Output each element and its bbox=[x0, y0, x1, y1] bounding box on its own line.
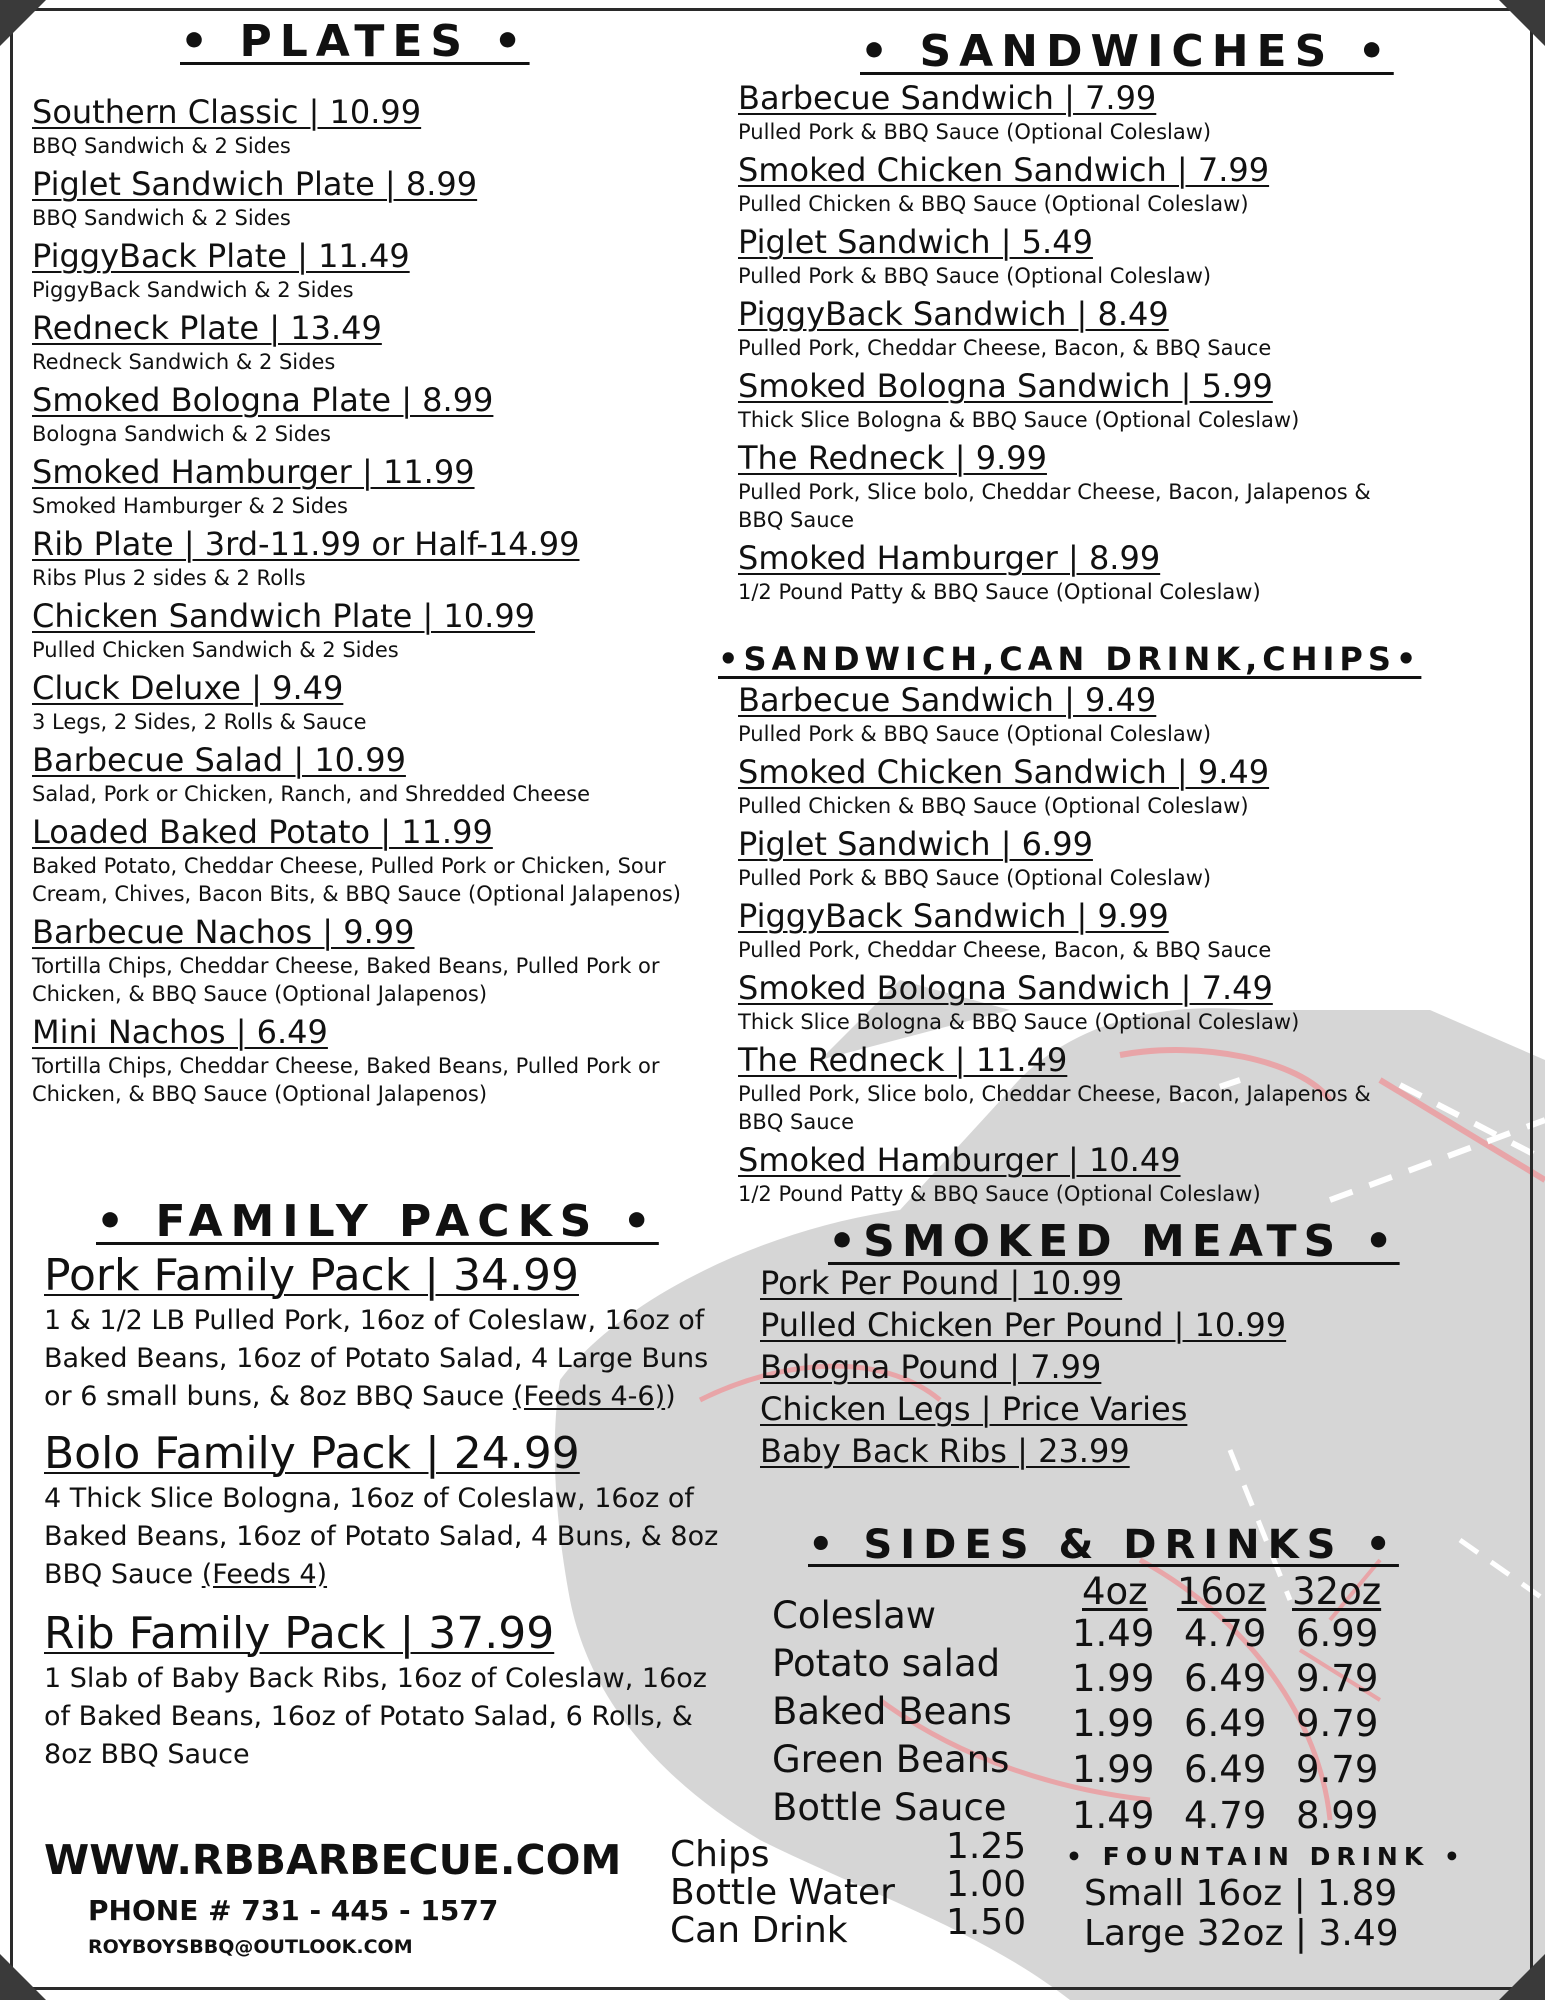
sandwich-title: The Redneck | 9.99 bbox=[738, 439, 1047, 477]
size-label: 16oz bbox=[1177, 1570, 1267, 1613]
sandwich-desc: Pulled Pork & BBQ Sauce (Optional Coleslaw) bbox=[738, 120, 1212, 144]
plate-desc: Tortilla Chips, Cheddar Cheese, Baked Beans, Pulled Pork or Chicken, & BBQ Sauce (Optional Jalapenos) bbox=[32, 1054, 660, 1106]
plate-item bbox=[32, 92, 732, 160]
family-feeds: (Feeds 4-6) bbox=[512, 1381, 666, 1412]
plate-item bbox=[32, 308, 732, 376]
plate-desc: Redneck Sandwich & 2 Sides bbox=[32, 350, 336, 374]
sandwich-title: Smoked Chicken Sandwich | 7.99 bbox=[738, 151, 1270, 189]
side-price: 6.49 bbox=[1184, 1657, 1267, 1700]
combo-title: The Redneck | 11.49 bbox=[738, 1041, 1068, 1079]
combo-desc: Pulled Pork & BBQ Sauce (Optional Coleslaw) bbox=[738, 866, 1212, 890]
plate-item bbox=[32, 452, 732, 520]
sandwich-item bbox=[738, 438, 1508, 534]
combo-desc: Pulled Pork & BBQ Sauce (Optional Coleslaw) bbox=[738, 722, 1212, 746]
sandwich-desc: Pulled Pork, Slice bolo, Cheddar Cheese, Bacon, Jalapenos & BBQ Sauce bbox=[738, 480, 1371, 532]
meat-item: Chicken Legs | Price Varies bbox=[760, 1390, 1188, 1428]
plate-item bbox=[32, 1012, 732, 1108]
side-price: 9.79 bbox=[1296, 1748, 1379, 1791]
corner-decoration bbox=[0, 1954, 46, 2000]
extra-name: Chips bbox=[670, 1834, 770, 1875]
sandwich-desc: Thick Slice Bologna & BBQ Sauce (Optional Coleslaw) bbox=[738, 408, 1300, 432]
family-item bbox=[44, 1250, 724, 1416]
plate-desc: BBQ Sandwich & 2 Sides bbox=[32, 206, 291, 230]
combo-item bbox=[738, 1140, 1508, 1208]
sandwich-title: Barbecue Sandwich | 7.99 bbox=[738, 79, 1157, 117]
corner-decoration bbox=[1499, 1954, 1545, 2000]
plates-list bbox=[32, 92, 732, 1112]
extra-name: Can Drink bbox=[670, 1910, 848, 1951]
side-name: Baked Beans bbox=[772, 1690, 1012, 1733]
plate-title: Loaded Baked Potato | 11.99 bbox=[32, 813, 493, 851]
side-name: Green Beans bbox=[772, 1738, 1010, 1781]
plate-desc: PiggyBack Sandwich & 2 Sides bbox=[32, 278, 354, 302]
plate-desc: Ribs Plus 2 sides & 2 Rolls bbox=[32, 566, 306, 590]
plate-item bbox=[32, 812, 732, 908]
side-price: 1.99 bbox=[1072, 1657, 1155, 1700]
combo-list bbox=[738, 680, 1508, 1212]
combo-item bbox=[738, 824, 1508, 892]
size-label: 4oz bbox=[1082, 1570, 1148, 1613]
plate-desc: Pulled Chicken Sandwich & 2 Sides bbox=[32, 638, 399, 662]
family-desc-text: 1 & 1/2 LB Pulled Pork, 16oz of Coleslaw, 16oz of Baked Beans, 16oz of Potato Salad, 4 Large Buns or 6 small buns, & 8oz BBQ Sauce bbox=[44, 1305, 709, 1412]
sandwich-item bbox=[738, 150, 1508, 218]
plate-title: Chicken Sandwich Plate | 10.99 bbox=[32, 597, 536, 635]
plates-heading: • PLATES • bbox=[180, 16, 530, 67]
side-price: 4.79 bbox=[1184, 1612, 1267, 1655]
plate-item bbox=[32, 668, 732, 736]
combo-title: Barbecue Sandwich | 9.49 bbox=[738, 681, 1157, 719]
corner-decoration bbox=[0, 0, 46, 46]
sandwiches-heading: • SANDWICHES • bbox=[860, 26, 1394, 77]
sandwich-desc: Pulled Chicken & BBQ Sauce (Optional Coleslaw) bbox=[738, 192, 1249, 216]
combo-title: PiggyBack Sandwich | 9.99 bbox=[738, 897, 1169, 935]
meats-heading: •SMOKED MEATS • bbox=[828, 1216, 1400, 1267]
family-desc bbox=[44, 1480, 724, 1594]
fountain-large: Large 32oz | 3.49 bbox=[1084, 1913, 1399, 1954]
combo-title: Piglet Sandwich | 6.99 bbox=[738, 825, 1093, 863]
plate-title: Southern Classic | 10.99 bbox=[32, 93, 422, 131]
plate-desc: Baked Potato, Cheddar Cheese, Pulled Pork or Chicken, Sour Cream, Chives, Bacon Bits, & BBQ Sauce (Optional Jalapenos) bbox=[32, 854, 681, 906]
fountain-heading: • FOUNTAIN DRINK • bbox=[1066, 1842, 1466, 1871]
side-price: 1.99 bbox=[1072, 1748, 1155, 1791]
extras-list bbox=[670, 1826, 1070, 1966]
plate-desc: Salad, Pork or Chicken, Ranch, and Shredded Cheese bbox=[32, 782, 591, 806]
plate-title: Barbecue Salad | 10.99 bbox=[32, 741, 406, 779]
side-name: Bottle Sauce bbox=[772, 1786, 1007, 1829]
extra-price: 1.00 bbox=[946, 1864, 1027, 1905]
sides-table bbox=[772, 1570, 1492, 1840]
plate-title: Barbecue Nachos | 9.99 bbox=[32, 913, 415, 951]
combo-desc: Pulled Chicken & BBQ Sauce (Optional Coleslaw) bbox=[738, 794, 1249, 818]
plate-title: Rib Plate | 3rd-11.99 or Half-14.99 bbox=[32, 525, 580, 563]
family-item bbox=[44, 1608, 724, 1774]
side-price: 4.79 bbox=[1184, 1794, 1267, 1837]
plate-title: Cluck Deluxe | 9.49 bbox=[32, 669, 344, 707]
combo-desc: Pulled Pork, Slice bolo, Cheddar Cheese, Bacon, Jalapenos & BBQ Sauce bbox=[738, 1082, 1371, 1134]
side-price: 9.79 bbox=[1296, 1702, 1379, 1745]
combo-item bbox=[738, 680, 1508, 748]
side-price: 1.49 bbox=[1072, 1794, 1155, 1837]
plate-desc: 3 Legs, 2 Sides, 2 Rolls & Sauce bbox=[32, 710, 367, 734]
plate-item bbox=[32, 380, 732, 448]
family-heading: • FAMILY PACKS • bbox=[96, 1196, 659, 1247]
combo-desc: Pulled Pork, Cheddar Cheese, Bacon, & BBQ Sauce bbox=[738, 938, 1272, 962]
sandwiches-list bbox=[738, 78, 1508, 610]
plate-item bbox=[32, 740, 732, 808]
plate-item bbox=[32, 164, 732, 232]
side-price: 1.99 bbox=[1072, 1702, 1155, 1745]
side-price: 6.99 bbox=[1296, 1612, 1379, 1655]
combo-title: Smoked Bologna Sandwich | 7.49 bbox=[738, 969, 1273, 1007]
plate-title: Redneck Plate | 13.49 bbox=[32, 309, 382, 347]
side-price: 1.49 bbox=[1072, 1612, 1155, 1655]
plate-item bbox=[32, 236, 732, 304]
sandwich-item bbox=[738, 78, 1508, 146]
combo-item bbox=[738, 1040, 1508, 1136]
family-desc: 1 Slab of Baby Back Ribs, 16oz of Coleslaw, 16oz of Baked Beans, 16oz of Potato Salad, 6 Rolls, & 8oz BBQ Sauce bbox=[44, 1663, 707, 1770]
sandwich-title: Smoked Hamburger | 8.99 bbox=[738, 539, 1161, 577]
family-feeds-close: ) bbox=[665, 1381, 676, 1412]
side-price: 6.49 bbox=[1184, 1702, 1267, 1745]
plate-item bbox=[32, 596, 732, 664]
sides-heading: • SIDES & DRINKS • bbox=[808, 1522, 1399, 1568]
plate-desc: BBQ Sandwich & 2 Sides bbox=[32, 134, 291, 158]
combo-item bbox=[738, 968, 1508, 1036]
family-title: Rib Family Pack | 37.99 bbox=[44, 1608, 555, 1659]
plate-title: Piglet Sandwich Plate | 8.99 bbox=[32, 165, 478, 203]
extra-price: 1.50 bbox=[946, 1902, 1027, 1943]
plate-title: PiggyBack Plate | 11.49 bbox=[32, 237, 410, 275]
meat-item: Bologna Pound | 7.99 bbox=[760, 1348, 1102, 1386]
combo-heading: •SANDWICH,CAN DRINK,CHIPS• bbox=[718, 640, 1422, 678]
extra-name: Bottle Water bbox=[670, 1872, 895, 1913]
combo-desc: Thick Slice Bologna & BBQ Sauce (Optional Coleslaw) bbox=[738, 1010, 1300, 1034]
side-price: 8.99 bbox=[1296, 1794, 1379, 1837]
meat-item: Pulled Chicken Per Pound | 10.99 bbox=[760, 1306, 1287, 1344]
side-price: 6.49 bbox=[1184, 1748, 1267, 1791]
sandwich-title: PiggyBack Sandwich | 8.49 bbox=[738, 295, 1169, 333]
combo-item bbox=[738, 896, 1508, 964]
email-address[interactable]: ROYBOYSBBQ@OUTLOOK.COM bbox=[88, 1936, 413, 1958]
combo-title: Smoked Hamburger | 10.49 bbox=[738, 1141, 1181, 1179]
combo-desc: 1/2 Pound Patty & BBQ Sauce (Optional Coleslaw) bbox=[738, 1182, 1261, 1206]
side-name: Potato salad bbox=[772, 1642, 1001, 1685]
side-price: 9.79 bbox=[1296, 1657, 1379, 1700]
plate-title: Smoked Hamburger | 11.99 bbox=[32, 453, 475, 491]
sandwich-title: Smoked Bologna Sandwich | 5.99 bbox=[738, 367, 1273, 405]
plate-item bbox=[32, 912, 732, 1008]
family-list bbox=[44, 1250, 724, 1786]
phone-number: PHONE # 731 - 445 - 1577 bbox=[88, 1894, 499, 1927]
plate-desc: Bologna Sandwich & 2 Sides bbox=[32, 422, 331, 446]
plate-title: Smoked Bologna Plate | 8.99 bbox=[32, 381, 494, 419]
family-desc bbox=[44, 1302, 724, 1416]
website-link[interactable]: WWW.RBBARBECUE.COM bbox=[44, 1836, 622, 1884]
family-title: Bolo Family Pack | 24.99 bbox=[44, 1428, 580, 1479]
plate-title: Mini Nachos | 6.49 bbox=[32, 1013, 328, 1051]
family-feeds: (Feeds 4) bbox=[201, 1559, 328, 1590]
sandwich-desc: 1/2 Pound Patty & BBQ Sauce (Optional Coleslaw) bbox=[738, 580, 1261, 604]
family-title: Pork Family Pack | 34.99 bbox=[44, 1250, 579, 1301]
sandwich-item bbox=[738, 366, 1508, 434]
corner-decoration bbox=[1499, 0, 1545, 46]
family-desc-text: 4 Thick Slice Bologna, 16oz of Coleslaw, 16oz of Baked Beans, 16oz of Potato Salad, 4 Buns, & 8oz BBQ Sauce bbox=[44, 1483, 719, 1590]
sandwich-item bbox=[738, 222, 1508, 290]
size-label: 32oz bbox=[1292, 1570, 1382, 1613]
family-item bbox=[44, 1428, 724, 1594]
sandwich-item bbox=[738, 294, 1508, 362]
side-name: Coleslaw bbox=[772, 1594, 937, 1637]
sandwich-title: Piglet Sandwich | 5.49 bbox=[738, 223, 1093, 261]
plate-desc: Tortilla Chips, Cheddar Cheese, Baked Beans, Pulled Pork or Chicken, & BBQ Sauce (Optional Jalapenos) bbox=[32, 954, 660, 1006]
sandwich-item bbox=[738, 538, 1508, 606]
plate-item bbox=[32, 524, 732, 592]
combo-item bbox=[738, 752, 1508, 820]
plate-desc: Smoked Hamburger & 2 Sides bbox=[32, 494, 348, 518]
sandwich-desc: Pulled Pork, Cheddar Cheese, Bacon, & BBQ Sauce bbox=[738, 336, 1272, 360]
meats-list bbox=[760, 1262, 1480, 1472]
extra-price: 1.25 bbox=[946, 1826, 1027, 1867]
fountain-small: Small 16oz | 1.89 bbox=[1084, 1873, 1398, 1914]
combo-title: Smoked Chicken Sandwich | 9.49 bbox=[738, 753, 1270, 791]
meat-item: Baby Back Ribs | 23.99 bbox=[760, 1432, 1130, 1470]
meat-item: Pork Per Pound | 10.99 bbox=[760, 1264, 1123, 1302]
sandwich-desc: Pulled Pork & BBQ Sauce (Optional Coleslaw) bbox=[738, 264, 1212, 288]
